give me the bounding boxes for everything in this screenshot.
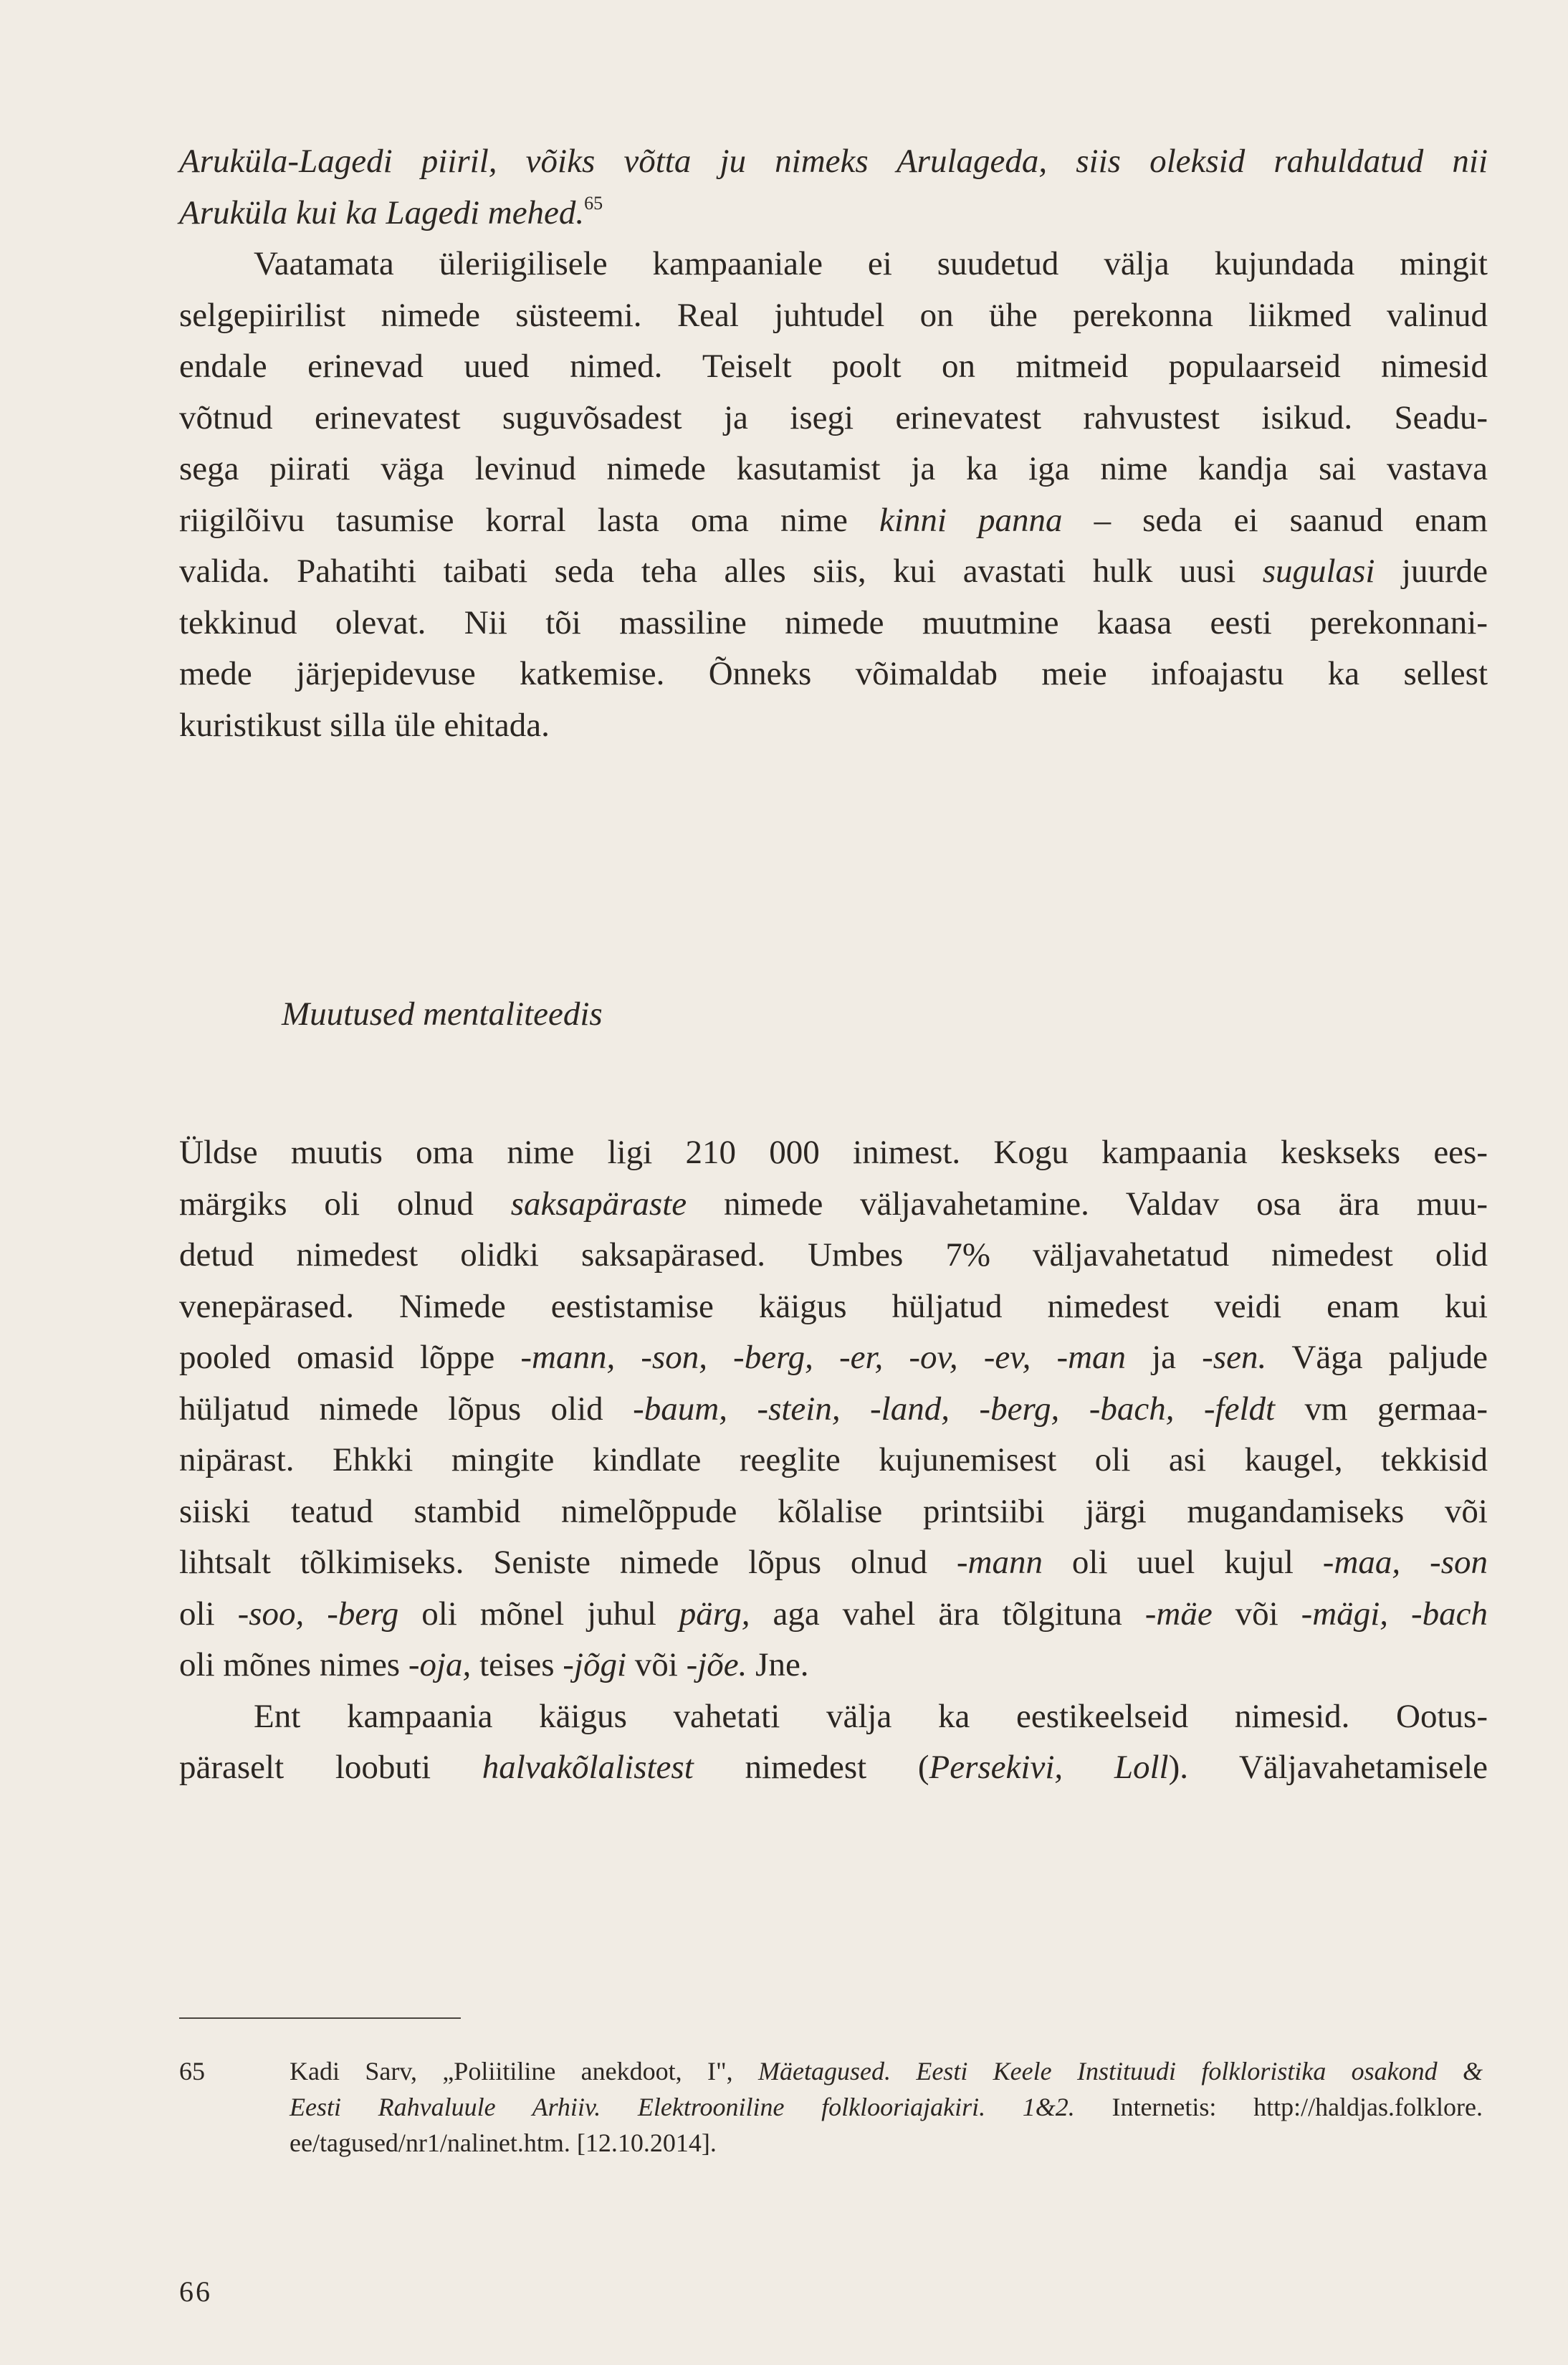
- body-text-top: [179, 136, 1488, 751]
- text-line: endale erinevad uued nimed. Teiselt poolt on mitmeid populaarseid nimesid: [179, 348, 1488, 385]
- text-line: detud nimedest olidki saksapärased. Umbes 7% väljavahetatud nimedest olid: [179, 1236, 1488, 1274]
- footnote-reference[interactable]: 65: [584, 192, 603, 214]
- text-line: oli -soo, -berg oli mõnel juhul pärg, aga vahel ära tõlgituna -mäe või -mägi, -bach: [179, 1595, 1488, 1633]
- footnote-text: [290, 2053, 1483, 2161]
- footnote-line: ee/tagused/nr1/nalinet.htm. [12.10.2014].: [290, 2128, 717, 2157]
- section-heading: Muutused mentaliteedis: [282, 995, 603, 1033]
- text-line: selgepiirilist nimede süsteemi. Real juhtudel on ühe perekonna liikmed valinud: [179, 296, 1488, 334]
- text-line: kuristikust silla üle ehitada.: [179, 706, 550, 744]
- text-line: lihtsalt tõlkimiseks. Seniste nimede lõpus olnud -mann oli uuel kujul -maa, -son: [179, 1544, 1488, 1581]
- text-line: sega piirati väga levinud nimede kasutamist ja ka iga nime kandja sai vastava: [179, 450, 1488, 487]
- text-line: tekkinud olevat. Nii tõi massiline nimede muutmine kaasa eesti perekonnani-: [179, 603, 1488, 641]
- text-line: võtnud erinevatest suguvõsadest ja isegi erinevatest rahvustest isikud. Seadu-: [179, 398, 1488, 436]
- text-line: märgiks oli olnud saksapäraste nimede väljavahetamine. Valdav osa ära muu-: [179, 1185, 1488, 1223]
- body-text-bottom: [179, 1127, 1488, 1794]
- footnote-number: 65: [179, 2057, 205, 2086]
- text-line: valida. Pahatihti taibati seda teha alles siis, kui avastati hulk uusi sugulasi juurde: [179, 553, 1488, 590]
- text-line: Üldse muutis oma nime ligi 210 000 inimest. Kogu kampaania keskseks ees-: [179, 1134, 1488, 1171]
- text-line: nipärast. Ehkki mingite kindlate reeglite kujunemisest oli asi kaugel, tekkisid: [179, 1441, 1488, 1478]
- text-line: Aruküla kui ka Lagedi mehed.$^{65}$: [179, 192, 603, 231]
- footnote-line: Eesti Rahvaluule Arhiiv. Elektrooniline folklooriajakiri. 1&2. Internetis: http://haldjas.folklore.: [290, 2093, 1483, 2121]
- text-line: hüljatud nimede lõpus olid -baum, -stein, -land, -berg, -bach, -feldt vm germaa-: [179, 1390, 1488, 1428]
- text-line: siiski teatud stambid nimelõppude kõlalise printsiibi järgi mugandamiseks või: [179, 1492, 1488, 1530]
- text-line: venepärased. Nimede eestistamise käigus hüljatud nimedest veidi enam kui: [179, 1287, 1488, 1325]
- text-line: oli mõnes nimes -oja, teises -jõgi või -jõe. Jne.: [179, 1646, 809, 1683]
- footnote-divider: [179, 2017, 461, 2019]
- text-line: päraselt loobuti halvakõlalistest nimedest (Persekivi, Loll). Väljavahetamisele: [179, 1749, 1488, 1786]
- text-line: pooled omasid lõppe -mann, -son, -berg, -er, -ov, -ev, -man ja -sen. Väga paljude: [179, 1339, 1488, 1376]
- text-line: Ent kampaania käigus vahetati välja ka eestikeelseid nimesid. Ootus-: [254, 1697, 1488, 1735]
- text-line: Vaatamata üleriigilisele kampaaniale ei suudetud välja kujundada mingit: [254, 245, 1488, 282]
- footnote-line: Kadi Sarv, „Poliitiline anekdoot, I", Mäetagused. Eesti Keele Instituudi folkloristika osakond &: [290, 2057, 1483, 2086]
- text-line: Aruküla-Lagedi piiril, võiks võtta ju nimeks Arulageda, siis oleksid rahuldatud nii: [179, 143, 1488, 180]
- text-line: mede järjepidevuse katkemise. Õnneks võimaldab meie infoajastu ka sellest: [179, 655, 1488, 692]
- text-line: riigilõivu tasumise korral lasta oma nime kinni panna – seda ei saanud enam: [179, 501, 1488, 539]
- page-number: 66: [179, 2275, 212, 2308]
